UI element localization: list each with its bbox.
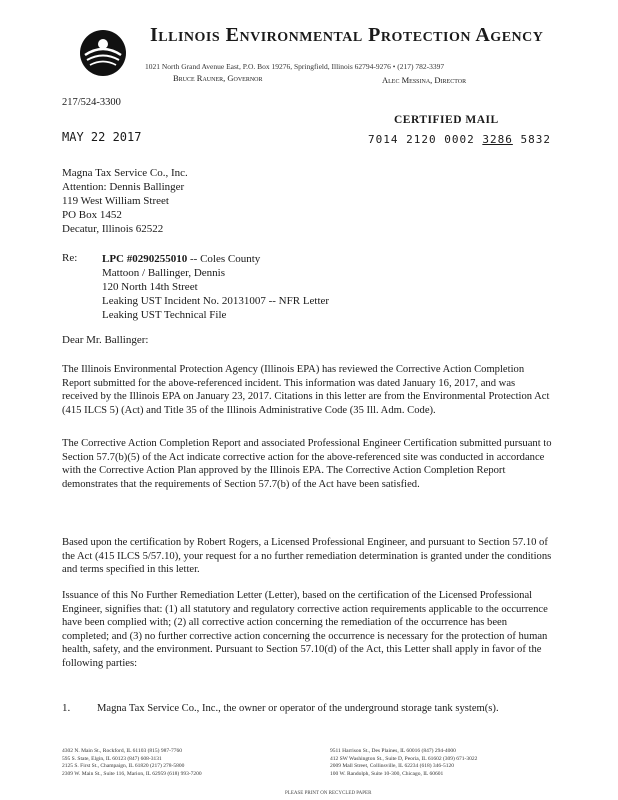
body-paragraph-4: Issuance of this No Further Remediation Letter (Letter), based on the certification of the Licensed Professional Engineer, signifies that: (1) all statutory and regulatory corrective action requirements applicable to the occurrence have been complied with; (2) all corrective action concerning the remediation of the occurrence has been completed; and (3) no further corrective action concerning the occurrence is necessary for the protection of human health, safety, and the environment. Pursuant to Section 57.10(d) of the Act, this Letter shall apply in favor of the following parties: bbox=[62, 590, 548, 669]
re-lpc-line bbox=[102, 252, 329, 266]
recipient-line: 119 West William Street bbox=[62, 195, 169, 207]
re-block bbox=[102, 252, 329, 322]
recipient-line: Magna Tax Service Co., Inc. bbox=[62, 167, 188, 179]
re-line: Leaking UST Incident No. 20131007 -- NFR Letter bbox=[102, 295, 330, 307]
body-paragraph-3: Based upon the certification by Robert Rogers, a Licensed Professional Engineer, and pursuant to Section 57.10 of the Act (415 ILCS 5/57.10), your request for a no further remediation determination is granted under the conditions and terms specified in this letter. bbox=[62, 537, 552, 575]
recycled-paper-note: PLEASE PRINT ON RECYCLED PAPER bbox=[285, 791, 372, 796]
footer-line: 595 S. State, Elgin, IL 60123 (847) 608-3131 bbox=[62, 755, 162, 762]
salutation: Dear Mr. Ballinger: bbox=[62, 334, 149, 346]
re-label: Re: bbox=[62, 252, 78, 264]
certified-mail-number-prefix: 7014 2120 0002 bbox=[368, 133, 483, 146]
certified-mail-title: CERTIFIED MAIL bbox=[394, 114, 499, 126]
footer-line: 2009 Mall Street, Collinsville, IL 62234 (618) 346-5120 bbox=[330, 763, 454, 769]
certified-mail-number bbox=[368, 133, 551, 146]
footer-line: 412 SW Washington St., Suite D, Peoria, IL 61602 (309) 671-3022 bbox=[330, 755, 478, 762]
director-name: Alec Messina, Director bbox=[382, 75, 467, 85]
certified-mail-number-underlined: 3286 bbox=[482, 133, 513, 146]
letter-date-stamp: MAY 22 2017 bbox=[62, 130, 142, 144]
body-paragraph-2: The Corrective Action Completion Report and associated Professional Engineer Certification submitted pursuant to Section 57.7(b)(5) of the Act indicate corrective action for the above-referenced site was conducted in accordance with the Corrective Action Plan approved by the Illinois EPA. The Corrective Action Completion Report demonstrates that the requirements of Section 57.7(b) of the Act have been satisfied. bbox=[62, 438, 552, 490]
recipient-line: PO Box 1452 bbox=[62, 209, 122, 221]
footer-line: 2125 S. First St., Champaign, IL 61820 (217) 278-5800 bbox=[62, 763, 185, 769]
re-lpc-number: LPC #0290255010 bbox=[102, 253, 188, 265]
agency-address: 1021 North Grand Avenue East, P.O. Box 19276, Springfield, Illinois 62794-9276 • (217) 782-3397 bbox=[145, 62, 445, 71]
certified-mail-number-suffix: 5832 bbox=[512, 133, 551, 146]
footer-offices-right bbox=[330, 748, 477, 778]
footer-offices-left bbox=[62, 748, 202, 778]
footer-line: 100 W. Randolph, Suite 10-300, Chicago, IL 60601 bbox=[330, 770, 444, 777]
footer-line: 9511 Harrison St., Des Plaines, IL 60016 (847) 294-4000 bbox=[330, 748, 456, 754]
re-line: 120 North 14th Street bbox=[102, 281, 198, 293]
governor-name: Bruce Rauner, Governor bbox=[173, 73, 263, 83]
agency-name: Illinois Environmental Protection Agency bbox=[150, 24, 544, 46]
re-line: Leaking UST Technical File bbox=[102, 309, 227, 321]
list-item-number: 1. bbox=[62, 702, 71, 714]
re-line: Mattoon / Ballinger, Dennis bbox=[102, 267, 225, 279]
footer-line: 2309 W. Main St., Suite 116, Marion, IL 62959 (618) 993-7200 bbox=[62, 770, 202, 777]
recipient-line: Attention: Dennis Ballinger bbox=[62, 181, 185, 193]
agency-seal-logo-icon bbox=[78, 28, 128, 78]
body-paragraph-1: The Illinois Environmental Protection Agency (Illinois EPA) has reviewed the Corrective Action Completion Report submitted for the above-referenced incident. This information was dated January 16, 2017, and was received by the Illinois EPA on January 23, 2017. Citations in this letter are from the Environmental Protection Act (415 ILCS 5) (Act) and Title 35 of the Illinois Administrative Code (35 Ill. Adm. Code). bbox=[62, 364, 550, 416]
recipient-line: Decatur, Illinois 62522 bbox=[62, 223, 164, 235]
recipient-address bbox=[62, 166, 188, 236]
phone-number: 217/524-3300 bbox=[62, 97, 121, 108]
re-lpc-county: -- Coles County bbox=[187, 253, 261, 265]
list-item-text: Magna Tax Service Co., Inc., the owner or operator of the underground storage tank system(s). bbox=[97, 703, 499, 714]
footer-line: 4302 N. Main St., Rockford, IL 61103 (815) 987-7760 bbox=[62, 748, 182, 754]
